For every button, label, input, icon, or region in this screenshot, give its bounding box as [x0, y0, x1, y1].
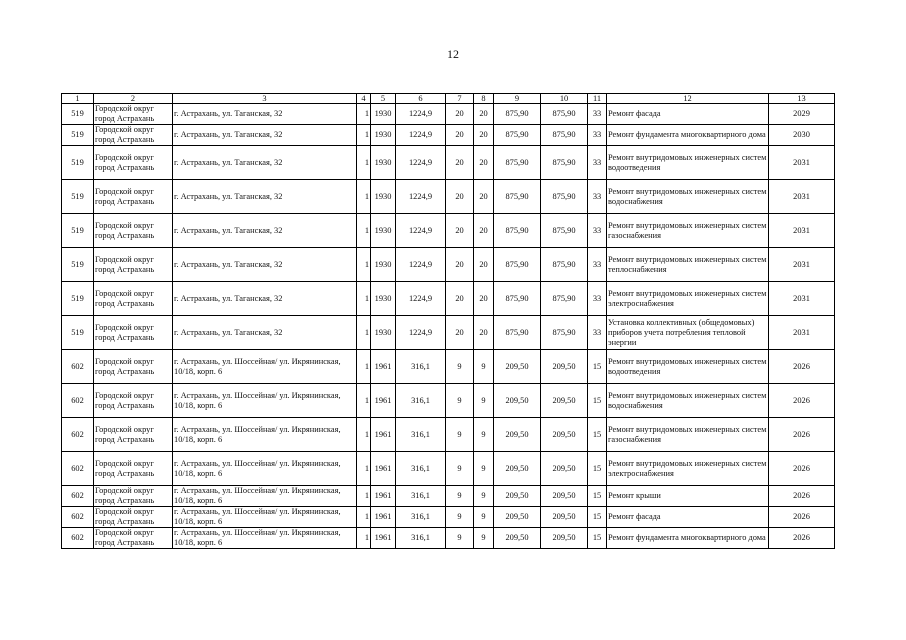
- cell-build-year: 1961: [371, 418, 396, 452]
- cell-col-7: 9: [446, 350, 474, 384]
- cell-col-7: 20: [446, 282, 474, 316]
- cell-col-8: 9: [474, 418, 494, 452]
- cell-address: г. Астрахань, ул. Таганская, 32: [173, 282, 357, 316]
- cell-district: Городской округ город Астрахань: [94, 507, 173, 528]
- cell-district: Городской округ город Астрахань: [94, 418, 173, 452]
- cell-col-10: 209,50: [541, 452, 588, 486]
- cell-work-type: Ремонт внутридомовых инженерных систем электроснабжения: [607, 282, 769, 316]
- cell-col-11: 15: [588, 486, 607, 507]
- cell-col-9: 875,90: [494, 146, 541, 180]
- cell-col-10: 875,90: [541, 214, 588, 248]
- cell-col-7: 9: [446, 486, 474, 507]
- cell-col-11: 15: [588, 507, 607, 528]
- cell-col-8: 9: [474, 452, 494, 486]
- table-row: [62, 486, 835, 507]
- column-number: 6: [396, 94, 446, 104]
- cell-district: Городской округ город Астрахань: [94, 125, 173, 146]
- cell-plan-year: 2026: [769, 418, 835, 452]
- cell-address: г. Астрахань, ул. Таганская, 32: [173, 180, 357, 214]
- cell-build-year: 1961: [371, 486, 396, 507]
- cell-col-4: 1: [357, 248, 371, 282]
- cell-col-4: 1: [357, 507, 371, 528]
- cell-col-11: 15: [588, 384, 607, 418]
- cell-col-10: 875,90: [541, 180, 588, 214]
- cell-col-4: 1: [357, 528, 371, 549]
- cell-build-year: 1961: [371, 528, 396, 549]
- table-row: [62, 384, 835, 418]
- cell-col-4: 1: [357, 452, 371, 486]
- cell-col-9: 209,50: [494, 452, 541, 486]
- cell-col-8: 20: [474, 248, 494, 282]
- cell-address: г. Астрахань, ул. Таганская, 32: [173, 316, 357, 350]
- cell-col-4: 1: [357, 486, 371, 507]
- cell-work-type: Ремонт внутридомовых инженерных систем газоснабжения: [607, 418, 769, 452]
- cell-work-type: Ремонт внутридомовых инженерных систем теплоснабжения: [607, 248, 769, 282]
- column-number: 2: [94, 94, 173, 104]
- cell-col-11: 15: [588, 528, 607, 549]
- cell-district: Городской округ город Астрахань: [94, 180, 173, 214]
- cell-col-4: 1: [357, 125, 371, 146]
- cell-work-type: Установка коллективных (общедомовых) приборов учета потребления тепловой энергии: [607, 316, 769, 350]
- cell-col-11: 33: [588, 180, 607, 214]
- cell-col-8: 20: [474, 316, 494, 350]
- cell-plan-year: 2030: [769, 125, 835, 146]
- cell-plan-year: 2026: [769, 350, 835, 384]
- cell-area: 1224,9: [396, 104, 446, 125]
- cell-col-9: 209,50: [494, 418, 541, 452]
- table-row: [62, 452, 835, 486]
- cell-col-10: 875,90: [541, 146, 588, 180]
- cell-col-10: 875,90: [541, 316, 588, 350]
- cell-plan-year: 2026: [769, 384, 835, 418]
- cell-col-10: 209,50: [541, 528, 588, 549]
- column-number: 7: [446, 94, 474, 104]
- cell-record-number: 519: [62, 180, 94, 214]
- cell-district: Городской округ город Астрахань: [94, 316, 173, 350]
- cell-work-type: Ремонт внутридомовых инженерных систем водоотведения: [607, 350, 769, 384]
- cell-address: г. Астрахань, ул. Таганская, 32: [173, 125, 357, 146]
- cell-address: г. Астрахань, ул. Таганская, 32: [173, 146, 357, 180]
- cell-col-10: 875,90: [541, 104, 588, 125]
- cell-plan-year: 2026: [769, 486, 835, 507]
- cell-area: 1224,9: [396, 282, 446, 316]
- cell-col-7: 9: [446, 507, 474, 528]
- cell-plan-year: 2026: [769, 528, 835, 549]
- cell-col-7: 9: [446, 418, 474, 452]
- cell-build-year: 1961: [371, 350, 396, 384]
- repair-schedule-table: [61, 93, 835, 549]
- cell-work-type: Ремонт фундамента многоквартирного дома: [607, 528, 769, 549]
- cell-address: г. Астрахань, ул. Шоссейная/ ул. Икрянинская, 10/18, корп. 6: [173, 452, 357, 486]
- cell-work-type: Ремонт фундамента многоквартирного дома: [607, 125, 769, 146]
- cell-col-9: 875,90: [494, 125, 541, 146]
- cell-col-4: 1: [357, 146, 371, 180]
- cell-area: 316,1: [396, 384, 446, 418]
- cell-col-8: 9: [474, 507, 494, 528]
- cell-area: 316,1: [396, 486, 446, 507]
- cell-work-type: Ремонт внутридомовых инженерных систем водоотведения: [607, 146, 769, 180]
- cell-col-4: 1: [357, 384, 371, 418]
- cell-district: Городской округ город Астрахань: [94, 452, 173, 486]
- cell-col-8: 20: [474, 180, 494, 214]
- cell-record-number: 519: [62, 125, 94, 146]
- cell-work-type: Ремонт внутридомовых инженерных систем водоснабжения: [607, 384, 769, 418]
- cell-col-8: 20: [474, 282, 494, 316]
- cell-build-year: 1961: [371, 452, 396, 486]
- column-number: 8: [474, 94, 494, 104]
- table-row: [62, 248, 835, 282]
- cell-record-number: 602: [62, 452, 94, 486]
- cell-col-9: 875,90: [494, 214, 541, 248]
- cell-build-year: 1930: [371, 282, 396, 316]
- table-row: [62, 528, 835, 549]
- cell-col-10: 875,90: [541, 248, 588, 282]
- table-row: [62, 104, 835, 125]
- cell-address: г. Астрахань, ул. Шоссейная/ ул. Икрянинская, 10/18, корп. 6: [173, 507, 357, 528]
- cell-col-7: 20: [446, 104, 474, 125]
- cell-col-4: 1: [357, 350, 371, 384]
- cell-record-number: 519: [62, 282, 94, 316]
- cell-plan-year: 2029: [769, 104, 835, 125]
- cell-col-11: 33: [588, 146, 607, 180]
- cell-col-11: 33: [588, 214, 607, 248]
- cell-record-number: 602: [62, 350, 94, 384]
- cell-area: 1224,9: [396, 125, 446, 146]
- cell-col-7: 9: [446, 452, 474, 486]
- cell-address: г. Астрахань, ул. Шоссейная/ ул. Икрянинская, 10/18, корп. 6: [173, 350, 357, 384]
- cell-col-4: 1: [357, 214, 371, 248]
- cell-build-year: 1930: [371, 316, 396, 350]
- cell-record-number: 519: [62, 214, 94, 248]
- column-number: 13: [769, 94, 835, 104]
- cell-col-11: 15: [588, 452, 607, 486]
- cell-build-year: 1961: [371, 384, 396, 418]
- column-number: 9: [494, 94, 541, 104]
- cell-col-4: 1: [357, 180, 371, 214]
- column-number: 1: [62, 94, 94, 104]
- column-number: 3: [173, 94, 357, 104]
- cell-col-8: 9: [474, 384, 494, 418]
- cell-plan-year: 2026: [769, 452, 835, 486]
- cell-area: 316,1: [396, 418, 446, 452]
- cell-col-9: 209,50: [494, 528, 541, 549]
- cell-record-number: 602: [62, 507, 94, 528]
- table-row: [62, 125, 835, 146]
- cell-col-7: 9: [446, 528, 474, 549]
- cell-build-year: 1961: [371, 507, 396, 528]
- cell-col-9: 875,90: [494, 316, 541, 350]
- cell-district: Городской округ город Астрахань: [94, 248, 173, 282]
- cell-col-9: 209,50: [494, 507, 541, 528]
- table-row: [62, 507, 835, 528]
- cell-address: г. Астрахань, ул. Шоссейная/ ул. Икрянинская, 10/18, корп. 6: [173, 418, 357, 452]
- cell-district: Городской округ город Астрахань: [94, 528, 173, 549]
- cell-col-7: 20: [446, 146, 474, 180]
- cell-col-7: 20: [446, 316, 474, 350]
- cell-record-number: 602: [62, 486, 94, 507]
- cell-work-type: Ремонт внутридомовых инженерных систем газоснабжения: [607, 214, 769, 248]
- cell-col-9: 875,90: [494, 104, 541, 125]
- cell-col-4: 1: [357, 316, 371, 350]
- cell-record-number: 602: [62, 528, 94, 549]
- page-number: 12: [447, 47, 459, 61]
- cell-area: 316,1: [396, 528, 446, 549]
- cell-district: Городской округ город Астрахань: [94, 350, 173, 384]
- cell-work-type: Ремонт фасада: [607, 104, 769, 125]
- cell-area: 316,1: [396, 507, 446, 528]
- cell-col-10: 209,50: [541, 384, 588, 418]
- table-body: [62, 94, 835, 549]
- cell-build-year: 1930: [371, 146, 396, 180]
- cell-address: г. Астрахань, ул. Шоссейная/ ул. Икрянинская, 10/18, корп. 6: [173, 528, 357, 549]
- table-row: [62, 146, 835, 180]
- cell-plan-year: 2026: [769, 507, 835, 528]
- cell-col-7: 20: [446, 214, 474, 248]
- cell-col-4: 1: [357, 282, 371, 316]
- cell-address: г. Астрахань, ул. Таганская, 32: [173, 248, 357, 282]
- cell-area: 316,1: [396, 452, 446, 486]
- cell-col-7: 20: [446, 125, 474, 146]
- cell-col-9: 209,50: [494, 350, 541, 384]
- cell-build-year: 1930: [371, 180, 396, 214]
- column-number: 10: [541, 94, 588, 104]
- table-row: [62, 350, 835, 384]
- cell-col-9: 875,90: [494, 248, 541, 282]
- column-number: 4: [357, 94, 371, 104]
- cell-col-11: 33: [588, 104, 607, 125]
- cell-district: Городской округ город Астрахань: [94, 486, 173, 507]
- cell-district: Городской округ город Астрахань: [94, 104, 173, 125]
- cell-address: г. Астрахань, ул. Шоссейная/ ул. Икрянинская, 10/18, корп. 6: [173, 384, 357, 418]
- cell-district: Городской округ город Астрахань: [94, 214, 173, 248]
- cell-col-9: 209,50: [494, 486, 541, 507]
- cell-col-8: 20: [474, 104, 494, 125]
- table-row: [62, 316, 835, 350]
- cell-col-8: 20: [474, 125, 494, 146]
- cell-col-8: 20: [474, 214, 494, 248]
- column-number: 11: [588, 94, 607, 104]
- cell-col-7: 20: [446, 180, 474, 214]
- cell-col-9: 209,50: [494, 384, 541, 418]
- cell-col-11: 33: [588, 125, 607, 146]
- table-row: [62, 180, 835, 214]
- cell-col-10: 209,50: [541, 486, 588, 507]
- cell-record-number: 519: [62, 104, 94, 125]
- table-row: [62, 418, 835, 452]
- cell-col-8: 20: [474, 146, 494, 180]
- cell-col-9: 875,90: [494, 282, 541, 316]
- cell-plan-year: 2031: [769, 214, 835, 248]
- cell-work-type: Ремонт внутридомовых инженерных систем электроснабжения: [607, 452, 769, 486]
- cell-plan-year: 2031: [769, 180, 835, 214]
- cell-plan-year: 2031: [769, 316, 835, 350]
- cell-area: 316,1: [396, 350, 446, 384]
- column-number: 5: [371, 94, 396, 104]
- cell-area: 1224,9: [396, 316, 446, 350]
- cell-col-11: 15: [588, 350, 607, 384]
- cell-work-type: Ремонт крыши: [607, 486, 769, 507]
- cell-work-type: Ремонт фасада: [607, 507, 769, 528]
- cell-address: г. Астрахань, ул. Таганская, 32: [173, 104, 357, 125]
- cell-address: г. Астрахань, ул. Шоссейная/ ул. Икрянинская, 10/18, корп. 6: [173, 486, 357, 507]
- cell-record-number: 519: [62, 146, 94, 180]
- cell-col-7: 20: [446, 248, 474, 282]
- cell-col-11: 33: [588, 282, 607, 316]
- cell-address: г. Астрахань, ул. Таганская, 32: [173, 214, 357, 248]
- cell-col-11: 15: [588, 418, 607, 452]
- column-number: 12: [607, 94, 769, 104]
- cell-plan-year: 2031: [769, 146, 835, 180]
- cell-record-number: 602: [62, 384, 94, 418]
- cell-work-type: Ремонт внутридомовых инженерных систем водоснабжения: [607, 180, 769, 214]
- cell-col-10: 875,90: [541, 125, 588, 146]
- cell-col-9: 875,90: [494, 180, 541, 214]
- cell-col-8: 9: [474, 528, 494, 549]
- column-number-row: [62, 94, 835, 104]
- cell-col-11: 33: [588, 316, 607, 350]
- cell-record-number: 519: [62, 248, 94, 282]
- cell-district: Городской округ город Астрахань: [94, 282, 173, 316]
- table-row: [62, 214, 835, 248]
- cell-record-number: 602: [62, 418, 94, 452]
- cell-col-8: 9: [474, 486, 494, 507]
- cell-col-10: 209,50: [541, 350, 588, 384]
- cell-col-8: 9: [474, 350, 494, 384]
- cell-col-10: 209,50: [541, 507, 588, 528]
- cell-col-10: 875,90: [541, 282, 588, 316]
- cell-area: 1224,9: [396, 248, 446, 282]
- cell-build-year: 1930: [371, 125, 396, 146]
- cell-build-year: 1930: [371, 248, 396, 282]
- cell-plan-year: 2031: [769, 282, 835, 316]
- table-row: [62, 282, 835, 316]
- cell-col-7: 9: [446, 384, 474, 418]
- cell-plan-year: 2031: [769, 248, 835, 282]
- cell-col-11: 33: [588, 248, 607, 282]
- cell-area: 1224,9: [396, 214, 446, 248]
- cell-district: Городской округ город Астрахань: [94, 146, 173, 180]
- cell-col-10: 209,50: [541, 418, 588, 452]
- cell-col-4: 1: [357, 104, 371, 125]
- cell-area: 1224,9: [396, 146, 446, 180]
- cell-area: 1224,9: [396, 180, 446, 214]
- cell-record-number: 519: [62, 316, 94, 350]
- cell-district: Городской округ город Астрахань: [94, 384, 173, 418]
- cell-col-4: 1: [357, 418, 371, 452]
- cell-build-year: 1930: [371, 104, 396, 125]
- cell-build-year: 1930: [371, 214, 396, 248]
